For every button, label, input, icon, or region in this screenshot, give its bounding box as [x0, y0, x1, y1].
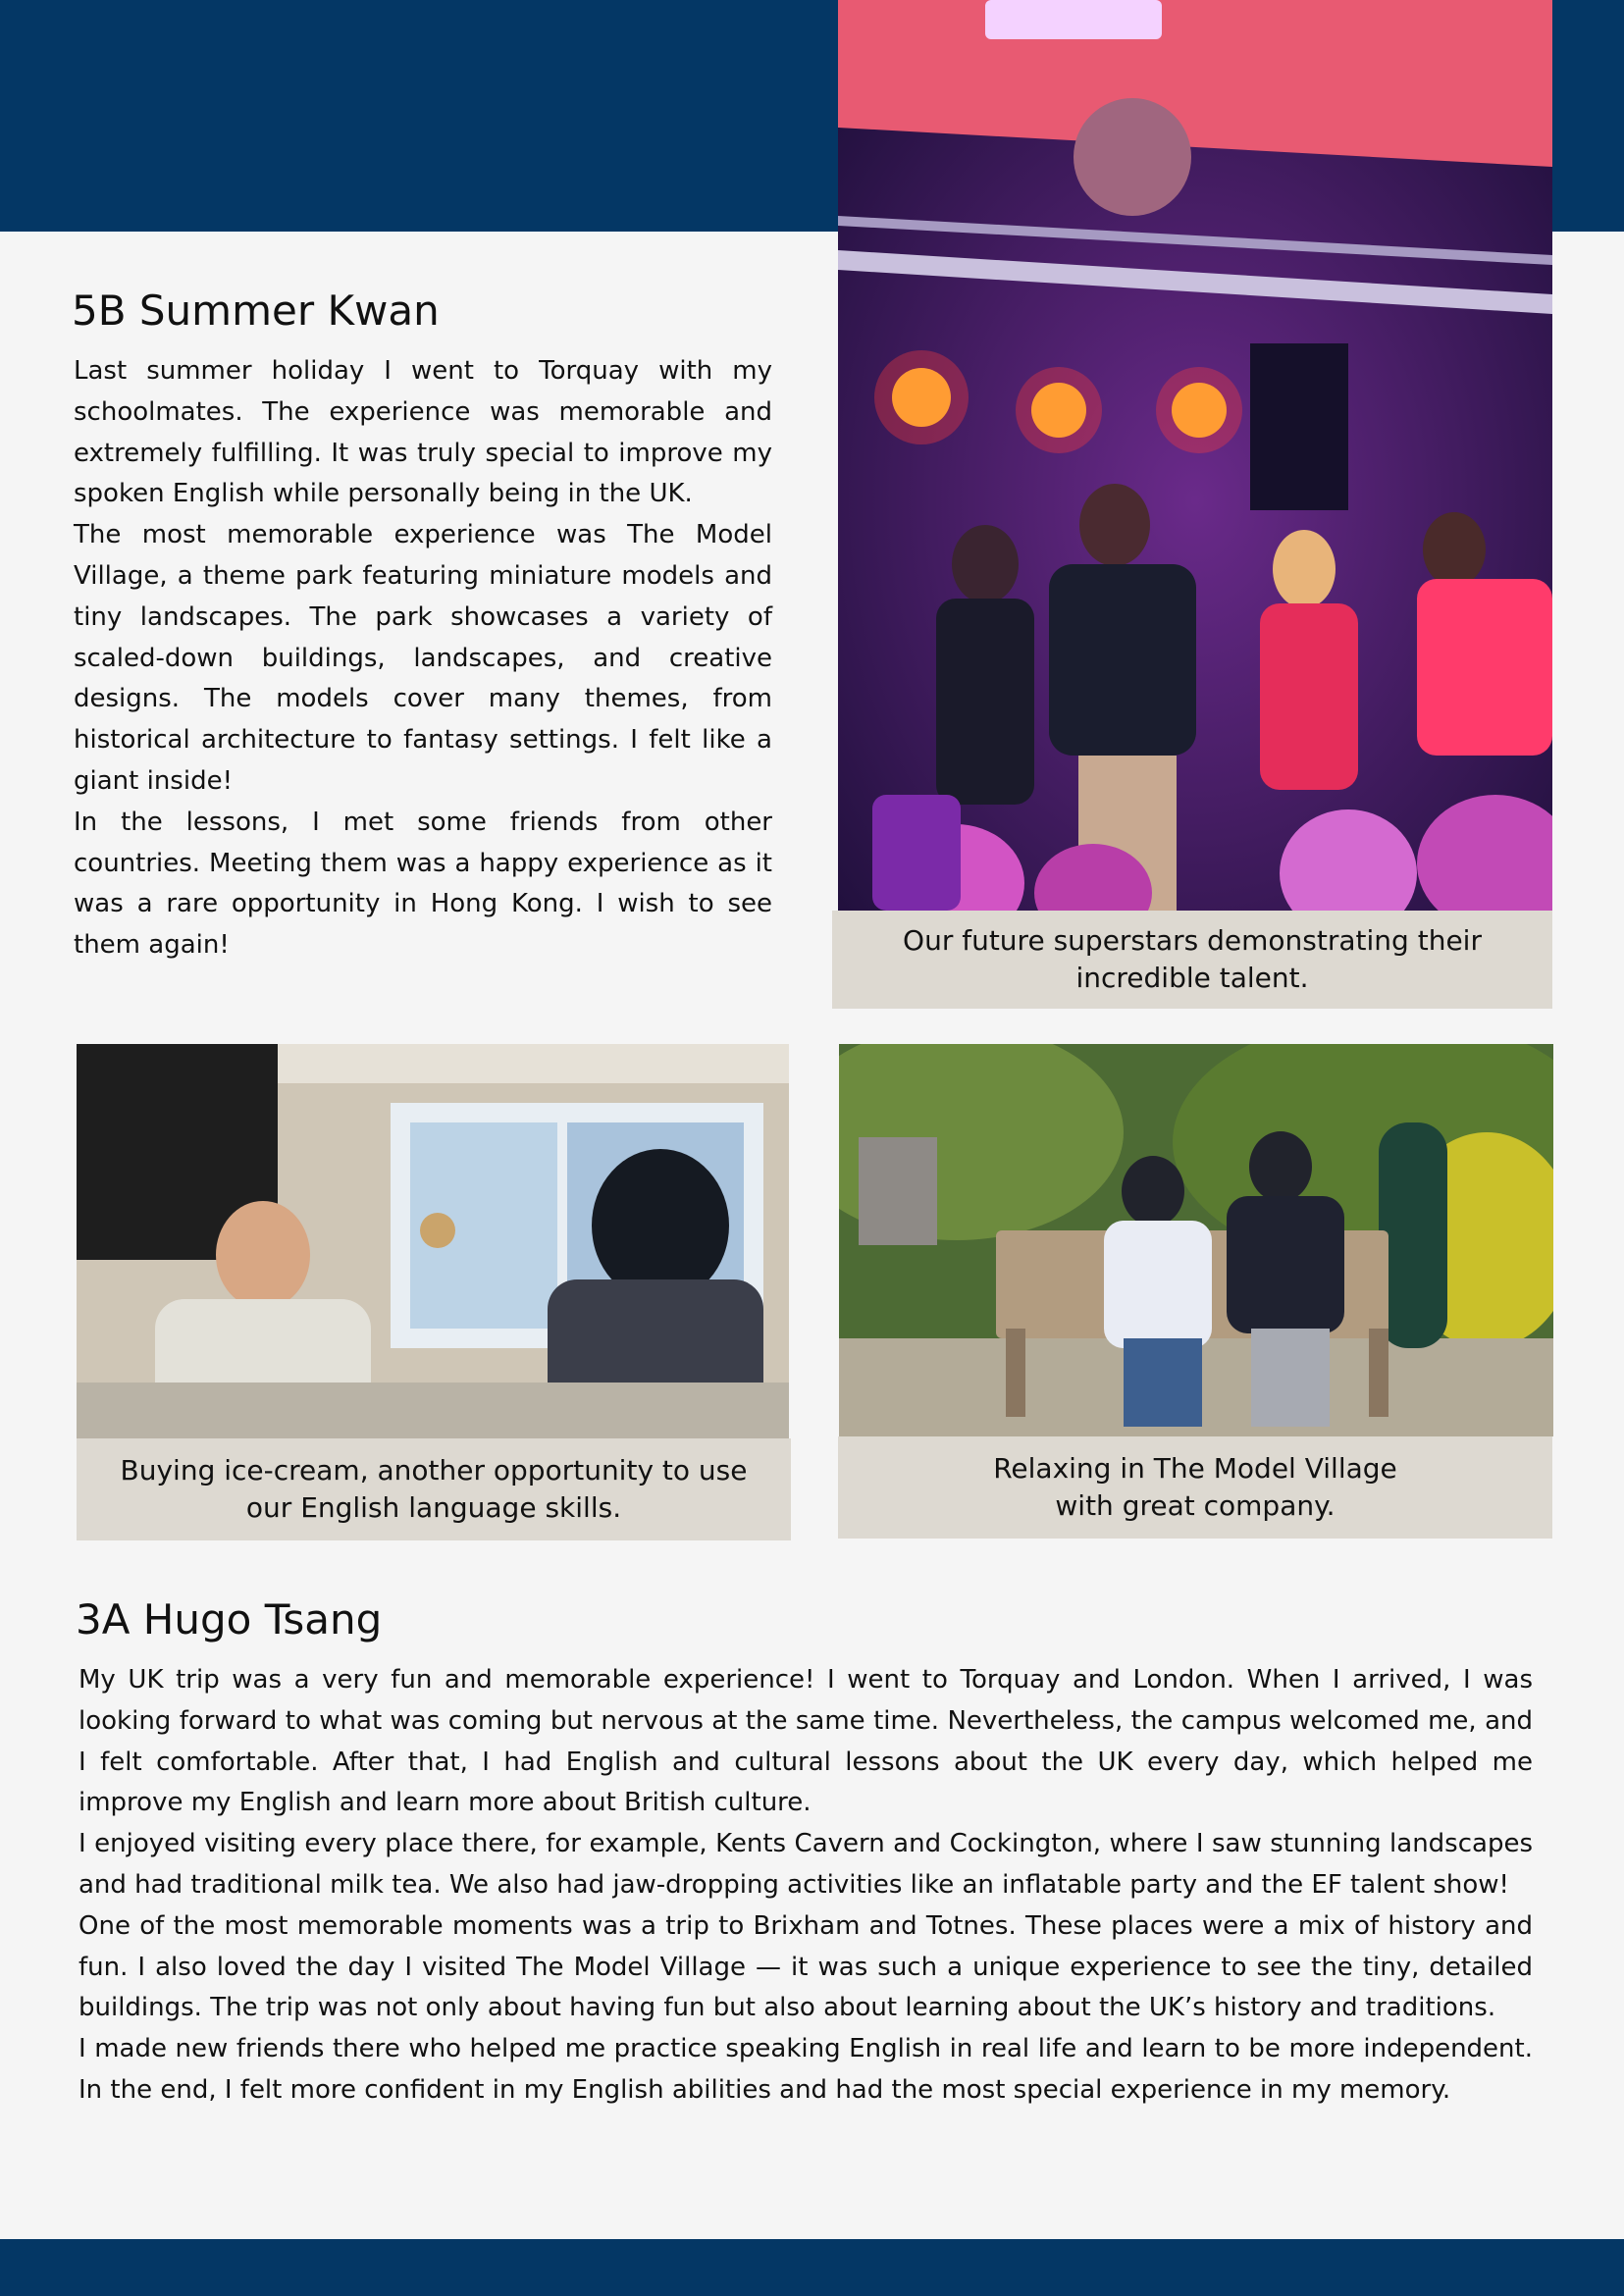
icecream-photo-caption: Buying ice-cream, another opportunity to use our English language skills.: [77, 1438, 791, 1540]
bottom-banner: [0, 2239, 1624, 2296]
article1-paragraph: Last summer holiday I went to Torquay with my schoolmates. The experience was memorable and extremely fulfilling. It was truly special to improve my spoken English while personally being in the UK.: [74, 356, 772, 509]
article1-body: [74, 351, 772, 966]
model-village-photo-caption: Relaxing in The Model Village with great company.: [838, 1436, 1552, 1539]
stage-performance-photo: [838, 0, 1552, 911]
icecream-photo: [77, 1044, 789, 1438]
article2-paragraph: My UK trip was a very fun and memorable experience! I went to Torquay and London. When I arrived, I was looking forward to what was coming but nervous at the same time. Nevertheless, the campus welcomed me, and I felt comfortable. After that, I had English and cultural lessons about the UK every day, which helped me improve my English and learn more about British culture.: [79, 1665, 1533, 1818]
article2-paragraph: I made new friends there who helped me practice speaking English in real life and learn to be more independent. In the end, I felt more confident in my English abilities and had the most special experience in my memory.: [79, 2034, 1533, 2105]
article1-paragraph: The most memorable experience was The Model Village, a theme park featuring miniature models and tiny landscapes. The park showcases a variety of scaled-down buildings, landscapes, and creative designs. The models cover many themes, from historical architecture to fantasy settings. I felt like a giant inside!: [74, 520, 772, 796]
article1-paragraph: In the lessons, I met some friends from other countries. Meeting them was a happy experience as it was a rare opportunity in Hong Kong. I wish to see them again!: [74, 807, 772, 961]
article2-paragraph: One of the most memorable moments was a trip to Brixham and Totnes. These places were a mix of history and fun. I also loved the day I visited The Model Village — it was such a unique experience to see the tiny, detailed buildings. The trip was not only about having fun but also about learning about the UK’s history and traditions.: [79, 1910, 1533, 2023]
article2-paragraph: I enjoyed visiting every place there, for example, Kents Cavern and Cockington, where I saw stunning landscapes and had traditional milk tea. We also had jaw-dropping activities like an inflatable party and the EF talent show!: [79, 1829, 1533, 1900]
article1-heading: 5B Summer Kwan: [72, 287, 440, 335]
article2-heading: 3A Hugo Tsang: [76, 1595, 383, 1644]
article2-body: [79, 1660, 1533, 2112]
stage-photo-caption: Our future superstars demonstrating their incredible talent.: [832, 911, 1552, 1009]
model-village-photo: [839, 1044, 1553, 1436]
